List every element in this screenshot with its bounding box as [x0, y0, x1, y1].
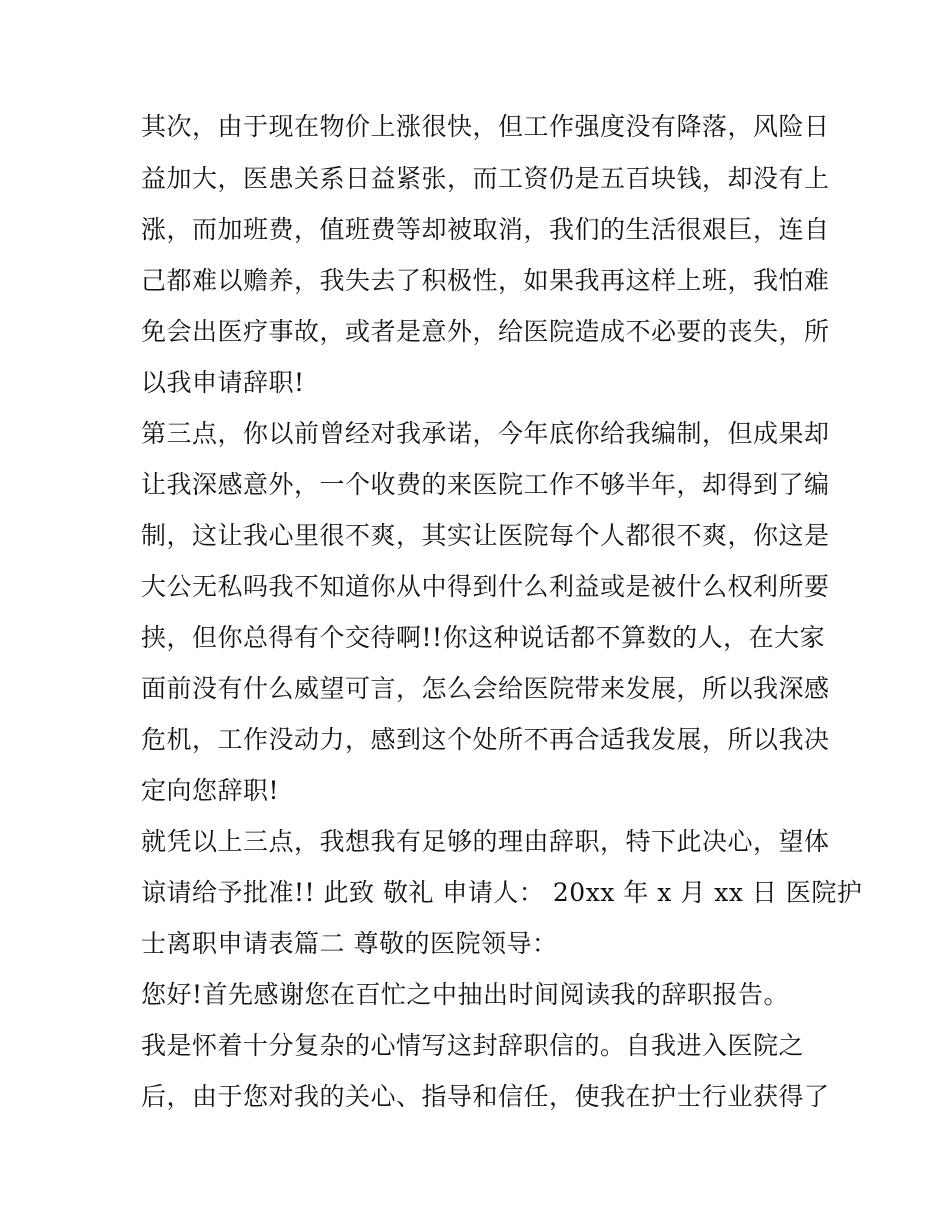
text-line: 第三点，你以前曾经对我承诺，今年底你给我编制，但成果却 [141, 419, 830, 448]
text-line: 就凭以上三点，我想我有足够的理由辞职，特下此决心，望体 [141, 827, 830, 856]
text-line: 您好!首先感谢您在百忙之中抽出时间阅读我的辞职报告。 [141, 980, 790, 1009]
text-line: 面前没有什么威望可言，怎么会给医院带来发展，所以我深感 [141, 674, 830, 703]
text-line: 己都难以赡养，我失去了积极性，如果我再这样上班，我怕难 [141, 266, 830, 295]
text-line: 其次，由于现在物价上涨很快，但工作强度没有降落，风险日 [141, 112, 830, 141]
text-line: 士离职申请表篇二 尊敬的医院领导： [141, 929, 558, 958]
text-line: 挟，但你总得有个交待啊!!你这种说话都不算数的人，在大家 [141, 623, 826, 652]
text-line: 制，这让我心里很不爽，其实让医院每个人都很不爽，你这是 [141, 521, 830, 550]
text-line: 我是怀着十分复杂的心情写这封辞职信的。自我进入医院之 [141, 1031, 805, 1060]
text-line: 定向您辞职! [141, 776, 280, 805]
text-line: 谅请给予批准!! 此致 敬礼 申请人： 20xx 年 x 月 xx 日 医院护 [141, 878, 863, 907]
text-line: 免会出医疗事故，或者是意外，给医院造成不必要的丧失，所 [141, 317, 830, 346]
text-line: 涨，而加班费，值班费等却被取消，我们的生活很艰巨，连自 [141, 215, 830, 244]
text-line: 危机，工作没动力，感到这个处所不再合适我发展，所以我决 [141, 725, 830, 754]
text-line: 让我深感意外，一个收费的来医院工作不够半年，却得到了编 [141, 470, 830, 499]
text-line: 后，由于您对我的关心、指导和信任，使我在护士行业获得了 [141, 1082, 830, 1111]
text-line: 以我申请辞职! [141, 368, 305, 397]
text-line: 大公无私吗我不知道你从中得到什么利益或是被什么权利所要 [141, 572, 830, 601]
text-line: 益加大，医患关系日益紧张，而工资仍是五百块钱，却没有上 [141, 164, 830, 193]
